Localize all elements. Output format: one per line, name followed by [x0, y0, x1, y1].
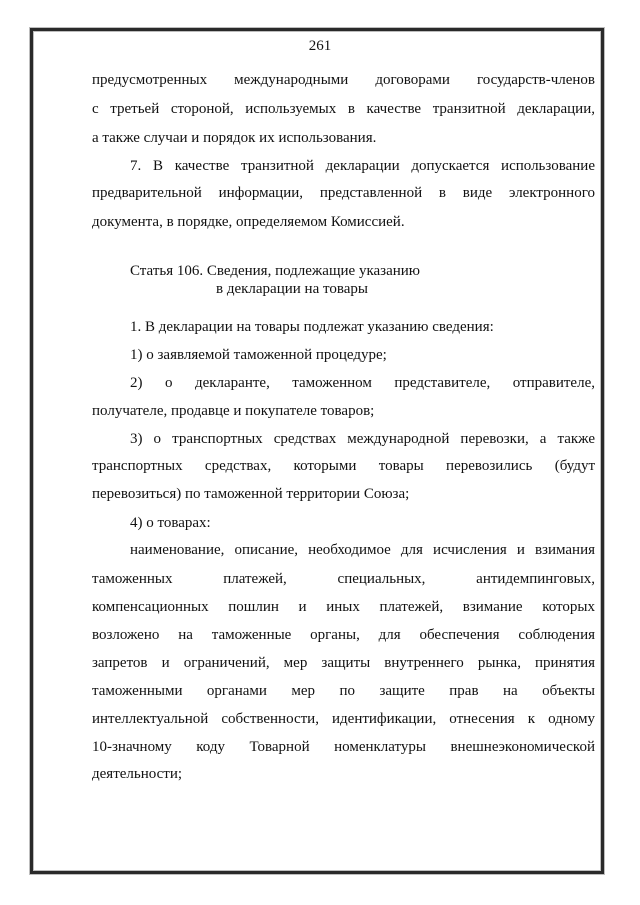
text-line: таможенных платежей, специальных, антидемпинговых,	[92, 571, 595, 587]
article-heading-line-2: в декларации на товары	[216, 281, 368, 297]
text-line: предварительной информации, представленной в виде электронного	[92, 185, 595, 201]
text-line: 10-значному коду Товарной номенклатуры внешнеэкономической	[92, 739, 595, 755]
page-number: 261	[308, 38, 332, 54]
text-line: с третьей стороной, используемых в качестве транзитной декларации,	[92, 101, 595, 117]
text-line: документа, в порядке, определяемом Комиссией.	[92, 214, 405, 230]
text-line: таможенными органами мер по защите прав на объекты	[92, 683, 595, 699]
text-line: запретов и ограничений, мер защиты внутреннего рынка, принятия	[92, 655, 595, 671]
article-heading-line-1: Статья 106. Сведения, подлежащие указанию	[130, 263, 421, 279]
text-line: 3) о транспортных средствах международной перевозки, а также	[130, 431, 595, 447]
text-line: возложено на таможенные органы, для обеспечения соблюдения	[92, 627, 595, 643]
text-line: 7. В качестве транзитной декларации допускается использование	[130, 158, 595, 174]
text-line: интеллектуальной собственности, идентификации, отнесения к одному	[92, 711, 595, 727]
text-line: компенсационных пошлин и иных платежей, взимание которых	[92, 599, 595, 615]
text-line: 1) о заявляемой таможенной процедуре;	[130, 347, 387, 363]
text-line: транспортных средствах, которыми товары перевозились (будут	[92, 458, 595, 474]
text-line: наименование, описание, необходимое для исчисления и взимания	[130, 542, 595, 558]
text-line: 2) о декларанте, таможенном представителе, отправителе,	[130, 375, 595, 391]
text-line: а также случаи и порядок их использования.	[92, 130, 377, 146]
text-line: получателе, продавце и покупателе товаров;	[92, 403, 375, 419]
text-line: 1. В декларации на товары подлежат указанию сведения:	[130, 319, 494, 335]
text-line: деятельности;	[92, 766, 183, 782]
text-line: перевозиться) по таможенной территории Союза;	[92, 486, 410, 502]
text-line: 4) о товарах:	[130, 515, 211, 531]
text-line: предусмотренных международными договорами государств-членов	[92, 72, 595, 88]
